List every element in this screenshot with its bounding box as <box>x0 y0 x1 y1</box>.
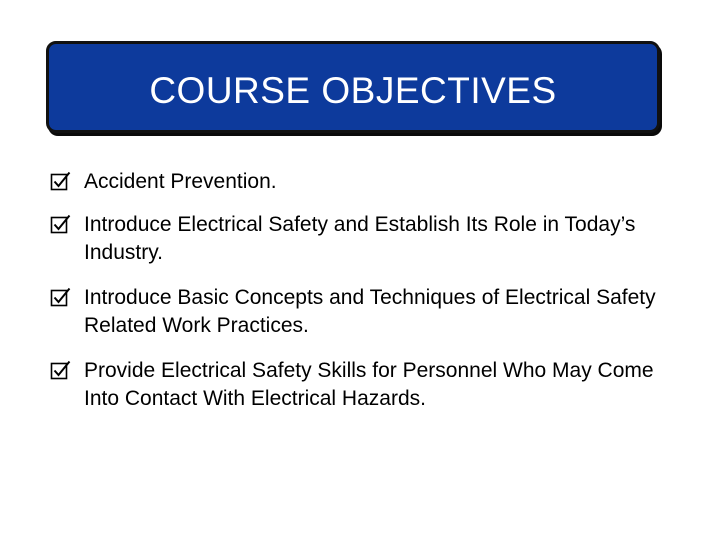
objective-item <box>50 284 690 340</box>
checkbox-checked-icon <box>50 287 72 309</box>
objective-item <box>50 357 690 413</box>
objective-text: Provide Electrical Safety Skills for Personnel Who May Come Into Contact With Electrical Hazards. <box>84 359 654 410</box>
objective-text: Introduce Basic Concepts and Techniques of Electrical Safety Related Work Practices. <box>84 286 656 337</box>
objective-text: Accident Prevention. <box>84 170 277 193</box>
objectives-list <box>50 168 690 413</box>
checkbox-checked-icon <box>50 360 72 382</box>
slide-title: COURSE OBJECTIVES <box>149 69 557 111</box>
objective-item <box>50 168 690 196</box>
checkbox-checked-icon <box>50 214 72 236</box>
objective-item <box>50 211 690 267</box>
title-banner <box>46 41 660 133</box>
checkbox-checked-icon <box>50 171 72 193</box>
objective-text: Introduce Electrical Safety and Establish Its Role in Today’s Industry. <box>84 213 636 264</box>
